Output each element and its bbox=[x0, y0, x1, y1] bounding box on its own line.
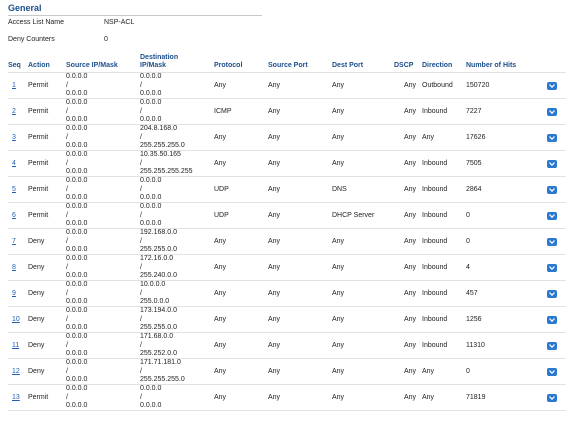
row-menu-button[interactable] bbox=[547, 160, 557, 168]
source-ip-mask-cell bbox=[66, 73, 140, 99]
table-header-row bbox=[8, 54, 566, 73]
destination-mask: 255.255.255.255 bbox=[140, 168, 193, 175]
source-ip-mask-cell bbox=[66, 229, 140, 255]
source-ip: 0.0.0.0 bbox=[66, 385, 88, 392]
destination-separator: / bbox=[140, 211, 142, 219]
general-title: General bbox=[8, 3, 42, 13]
dest-port-cell: Any bbox=[332, 125, 394, 151]
source-mask: 0.0.0.0 bbox=[66, 298, 88, 305]
direction-cell: Any bbox=[422, 359, 466, 385]
direction-cell: Inbound bbox=[422, 307, 466, 333]
row-menu-button[interactable] bbox=[547, 368, 557, 376]
col-header-dscp[interactable]: DSCP bbox=[394, 62, 414, 69]
destination-ip: 0.0.0.0 bbox=[140, 73, 162, 80]
source-separator: / bbox=[66, 237, 68, 245]
destination-mask: 0.0.0.0 bbox=[140, 90, 162, 97]
hits-cell: 4 bbox=[466, 255, 538, 281]
col-header-source-port[interactable]: Source Port bbox=[268, 62, 308, 69]
dscp-cell: Any bbox=[394, 333, 422, 359]
seq-cell bbox=[8, 307, 28, 333]
destination-separator: / bbox=[140, 315, 142, 323]
acl-table bbox=[8, 54, 566, 411]
protocol-cell: Any bbox=[214, 125, 268, 151]
source-mask: 0.0.0.0 bbox=[66, 168, 88, 175]
table-row bbox=[8, 203, 566, 229]
dest-port-cell: Any bbox=[332, 307, 394, 333]
seq-link[interactable]: 3 bbox=[12, 134, 16, 141]
source-mask: 0.0.0.0 bbox=[66, 246, 88, 253]
destination-ip-mask-cell bbox=[140, 307, 214, 333]
source-separator: / bbox=[66, 133, 68, 141]
destination-separator: / bbox=[140, 107, 142, 115]
source-port-cell: Any bbox=[268, 281, 332, 307]
direction-cell: Inbound bbox=[422, 177, 466, 203]
table-row bbox=[8, 73, 566, 99]
row-menu-cell bbox=[538, 73, 566, 99]
table-row bbox=[8, 151, 566, 177]
source-ip-mask-cell bbox=[66, 203, 140, 229]
hits-cell: 11310 bbox=[466, 333, 538, 359]
seq-link[interactable]: 11 bbox=[12, 342, 20, 349]
destination-ip-mask-cell bbox=[140, 73, 214, 99]
destination-mask: 0.0.0.0 bbox=[140, 220, 162, 227]
destination-separator: / bbox=[140, 341, 142, 349]
destination-ip-mask-cell bbox=[140, 177, 214, 203]
table-row bbox=[8, 125, 566, 151]
table-row bbox=[8, 333, 566, 359]
chevron-down-icon bbox=[549, 84, 555, 88]
destination-ip: 171.68.0.0 bbox=[140, 333, 174, 340]
destination-ip-mask-cell bbox=[140, 281, 214, 307]
destination-ip-mask-cell bbox=[140, 99, 214, 125]
destination-ip-mask-cell bbox=[140, 151, 214, 177]
destination-ip: 10.0.0.0 bbox=[140, 281, 166, 288]
action-cell: Permit bbox=[28, 99, 66, 125]
chevron-down-icon bbox=[549, 240, 555, 244]
col-header-destination-ip-mask[interactable] bbox=[140, 54, 214, 73]
source-ip-mask-cell bbox=[66, 255, 140, 281]
source-mask: 0.0.0.0 bbox=[66, 376, 88, 383]
col-header-action[interactable]: Action bbox=[28, 62, 50, 69]
source-separator: / bbox=[66, 159, 68, 167]
source-separator: / bbox=[66, 185, 68, 193]
chevron-down-icon bbox=[549, 162, 555, 166]
row-menu-cell bbox=[538, 255, 566, 281]
direction-cell: Outbound bbox=[422, 73, 466, 99]
action-cell: Permit bbox=[28, 73, 66, 99]
protocol-cell: Any bbox=[214, 281, 268, 307]
row-menu-button[interactable] bbox=[547, 186, 557, 194]
destination-separator: / bbox=[140, 263, 142, 271]
protocol-cell: ICMP bbox=[214, 99, 268, 125]
seq-cell bbox=[8, 359, 28, 385]
seq-cell bbox=[8, 203, 28, 229]
col-header-direction[interactable]: Direction bbox=[422, 62, 453, 69]
seq-cell bbox=[8, 229, 28, 255]
seq-cell bbox=[8, 385, 28, 411]
dscp-cell: Any bbox=[394, 177, 422, 203]
chevron-down-icon bbox=[549, 214, 555, 218]
seq-link[interactable]: 8 bbox=[12, 264, 16, 271]
col-header-destination-line1: Destination bbox=[140, 54, 179, 61]
dscp-cell: Any bbox=[394, 229, 422, 255]
source-ip: 0.0.0.0 bbox=[66, 203, 88, 210]
source-port-cell: Any bbox=[268, 177, 332, 203]
dest-port-cell: Any bbox=[332, 281, 394, 307]
row-menu-button[interactable] bbox=[547, 290, 557, 298]
destination-mask: 255.0.0.0 bbox=[140, 298, 170, 305]
row-menu-button[interactable] bbox=[547, 264, 557, 272]
seq-link[interactable]: 1 bbox=[12, 82, 16, 89]
action-cell: Deny bbox=[28, 255, 66, 281]
dscp-cell: Any bbox=[394, 255, 422, 281]
hits-cell: 150720 bbox=[466, 73, 538, 99]
dscp-cell: Any bbox=[394, 203, 422, 229]
dscp-cell: Any bbox=[394, 307, 422, 333]
table-row bbox=[8, 229, 566, 255]
col-header-number-of-hits[interactable]: Number of Hits bbox=[466, 62, 517, 69]
dscp-cell: Any bbox=[394, 151, 422, 177]
seq-link[interactable]: 5 bbox=[12, 186, 16, 193]
source-mask: 0.0.0.0 bbox=[66, 90, 88, 97]
destination-ip: 172.16.0.0 bbox=[140, 255, 174, 262]
destination-mask: 255.252.0.0 bbox=[140, 350, 177, 357]
source-mask: 0.0.0.0 bbox=[66, 402, 88, 409]
protocol-cell: Any bbox=[214, 307, 268, 333]
row-menu-button[interactable] bbox=[547, 238, 557, 246]
protocol-cell: Any bbox=[214, 73, 268, 99]
destination-ip-mask-cell bbox=[140, 203, 214, 229]
source-port-cell: Any bbox=[268, 125, 332, 151]
hits-cell: 0 bbox=[466, 229, 538, 255]
action-cell: Permit bbox=[28, 385, 66, 411]
hits-cell: 1256 bbox=[466, 307, 538, 333]
destination-separator: / bbox=[140, 133, 142, 141]
seq-cell bbox=[8, 281, 28, 307]
row-menu-cell bbox=[538, 177, 566, 203]
dest-port-cell: Any bbox=[332, 385, 394, 411]
col-header-dest-port[interactable]: Dest Port bbox=[332, 62, 364, 69]
row-menu-cell bbox=[538, 203, 566, 229]
source-ip: 0.0.0.0 bbox=[66, 177, 88, 184]
seq-link[interactable]: 4 bbox=[12, 160, 16, 167]
source-ip-mask-cell bbox=[66, 359, 140, 385]
direction-cell: Inbound bbox=[422, 99, 466, 125]
destination-mask: 255.255.0.0 bbox=[140, 324, 177, 331]
col-header-destination-line2: IP/Mask bbox=[140, 62, 167, 69]
source-ip-mask-cell bbox=[66, 307, 140, 333]
source-port-cell: Any bbox=[268, 385, 332, 411]
destination-ip-mask-cell bbox=[140, 229, 214, 255]
dscp-cell: Any bbox=[394, 125, 422, 151]
destination-ip-mask-cell bbox=[140, 385, 214, 411]
col-header-menu bbox=[538, 54, 566, 73]
dscp-cell: Any bbox=[394, 281, 422, 307]
source-mask: 0.0.0.0 bbox=[66, 350, 88, 357]
destination-ip-mask-cell bbox=[140, 333, 214, 359]
source-port-cell: Any bbox=[268, 359, 332, 385]
table-row bbox=[8, 385, 566, 411]
source-ip: 0.0.0.0 bbox=[66, 281, 88, 288]
row-menu-button[interactable] bbox=[547, 394, 557, 402]
destination-separator: / bbox=[140, 367, 142, 375]
source-ip: 0.0.0.0 bbox=[66, 359, 88, 366]
source-ip-mask-cell bbox=[66, 99, 140, 125]
source-mask: 0.0.0.0 bbox=[66, 324, 88, 331]
action-cell: Permit bbox=[28, 177, 66, 203]
source-port-cell: Any bbox=[268, 203, 332, 229]
protocol-cell: Any bbox=[214, 333, 268, 359]
table-row bbox=[8, 255, 566, 281]
source-ip-mask-cell bbox=[66, 333, 140, 359]
source-port-cell: Any bbox=[268, 307, 332, 333]
hits-cell: 71819 bbox=[466, 385, 538, 411]
protocol-cell: Any bbox=[214, 229, 268, 255]
chevron-down-icon bbox=[549, 136, 555, 140]
deny-counters-value: 0 bbox=[104, 36, 108, 43]
protocol-cell: UDP bbox=[214, 203, 268, 229]
protocol-cell: Any bbox=[214, 359, 268, 385]
row-menu-cell bbox=[538, 229, 566, 255]
destination-ip: 0.0.0.0 bbox=[140, 177, 162, 184]
destination-separator: / bbox=[140, 81, 142, 89]
destination-ip: 0.0.0.0 bbox=[140, 385, 162, 392]
direction-cell: Inbound bbox=[422, 151, 466, 177]
action-cell: Permit bbox=[28, 203, 66, 229]
action-cell: Deny bbox=[28, 281, 66, 307]
row-menu-cell bbox=[538, 333, 566, 359]
source-separator: / bbox=[66, 107, 68, 115]
seq-cell bbox=[8, 255, 28, 281]
seq-cell bbox=[8, 125, 28, 151]
protocol-cell: UDP bbox=[214, 177, 268, 203]
dest-port-cell: Any bbox=[332, 99, 394, 125]
deny-counters-label: Deny Counters bbox=[8, 36, 55, 43]
row-menu-button[interactable] bbox=[547, 212, 557, 220]
hits-cell: 0 bbox=[466, 203, 538, 229]
destination-mask: 255.255.255.0 bbox=[140, 376, 185, 383]
destination-separator: / bbox=[140, 289, 142, 297]
acl-table-body bbox=[8, 73, 566, 411]
seq-link[interactable]: 10 bbox=[12, 316, 20, 323]
seq-link[interactable]: 13 bbox=[12, 394, 20, 401]
destination-ip: 173.194.0.0 bbox=[140, 307, 177, 314]
hits-cell: 2864 bbox=[466, 177, 538, 203]
table-row bbox=[8, 99, 566, 125]
destination-mask: 0.0.0.0 bbox=[140, 116, 162, 123]
source-separator: / bbox=[66, 367, 68, 375]
source-ip: 0.0.0.0 bbox=[66, 229, 88, 236]
source-ip-mask-cell bbox=[66, 151, 140, 177]
chevron-down-icon bbox=[549, 292, 555, 296]
protocol-cell: Any bbox=[214, 151, 268, 177]
row-menu-cell bbox=[538, 385, 566, 411]
seq-link[interactable]: 7 bbox=[12, 238, 16, 245]
source-separator: / bbox=[66, 393, 68, 401]
col-header-seq[interactable]: Seq bbox=[8, 62, 21, 69]
source-separator: / bbox=[66, 315, 68, 323]
source-port-cell: Any bbox=[268, 255, 332, 281]
access-list-name-label: Access List Name bbox=[8, 19, 65, 26]
destination-ip-mask-cell bbox=[140, 359, 214, 385]
chevron-down-icon bbox=[549, 344, 555, 348]
source-port-cell: Any bbox=[268, 333, 332, 359]
direction-cell: Inbound bbox=[422, 281, 466, 307]
row-menu-button[interactable] bbox=[547, 134, 557, 142]
action-cell: Permit bbox=[28, 151, 66, 177]
table-row bbox=[8, 281, 566, 307]
source-ip: 0.0.0.0 bbox=[66, 73, 88, 80]
source-separator: / bbox=[66, 263, 68, 271]
dscp-cell: Any bbox=[394, 359, 422, 385]
source-mask: 0.0.0.0 bbox=[66, 272, 88, 279]
seq-cell bbox=[8, 73, 28, 99]
chevron-down-icon bbox=[549, 396, 555, 400]
direction-cell: Inbound bbox=[422, 203, 466, 229]
destination-ip: 0.0.0.0 bbox=[140, 99, 162, 106]
row-menu-cell bbox=[538, 307, 566, 333]
access-list-name-value: NSP-ACL bbox=[104, 19, 135, 26]
destination-separator: / bbox=[140, 159, 142, 167]
dest-port-cell: Any bbox=[332, 151, 394, 177]
col-header-protocol[interactable]: Protocol bbox=[214, 62, 243, 69]
destination-mask: 255.240.0.0 bbox=[140, 272, 177, 279]
dest-port-cell: DNS bbox=[332, 177, 394, 203]
dest-port-cell: Any bbox=[332, 359, 394, 385]
destination-mask: 0.0.0.0 bbox=[140, 402, 162, 409]
dest-port-cell: DHCP Server bbox=[332, 203, 394, 229]
direction-cell: Inbound bbox=[422, 229, 466, 255]
source-ip: 0.0.0.0 bbox=[66, 99, 88, 106]
source-ip: 0.0.0.0 bbox=[66, 151, 88, 158]
destination-ip: 171.71.181.0 bbox=[140, 359, 181, 366]
direction-cell: Any bbox=[422, 125, 466, 151]
destination-ip: 192.168.0.0 bbox=[140, 229, 177, 236]
action-cell: Deny bbox=[28, 229, 66, 255]
seq-link[interactable]: 2 bbox=[12, 108, 16, 115]
source-mask: 0.0.0.0 bbox=[66, 116, 88, 123]
action-cell: Permit bbox=[28, 125, 66, 151]
destination-mask: 255.255.255.0 bbox=[140, 142, 185, 149]
row-menu-button[interactable] bbox=[547, 342, 557, 350]
source-port-cell: Any bbox=[268, 229, 332, 255]
hits-cell: 17626 bbox=[466, 125, 538, 151]
seq-link[interactable]: 9 bbox=[12, 290, 16, 297]
source-mask: 0.0.0.0 bbox=[66, 220, 88, 227]
source-ip: 0.0.0.0 bbox=[66, 125, 88, 132]
destination-ip: 0.0.0.0 bbox=[140, 203, 162, 210]
row-menu-cell bbox=[538, 151, 566, 177]
source-ip-mask-cell bbox=[66, 281, 140, 307]
source-mask: 0.0.0.0 bbox=[66, 194, 88, 201]
seq-cell bbox=[8, 177, 28, 203]
table-row bbox=[8, 177, 566, 203]
source-ip: 0.0.0.0 bbox=[66, 255, 88, 262]
dest-port-cell: Any bbox=[332, 73, 394, 99]
hits-cell: 7505 bbox=[466, 151, 538, 177]
dest-port-cell: Any bbox=[332, 255, 394, 281]
dest-port-cell: Any bbox=[332, 333, 394, 359]
destination-separator: / bbox=[140, 185, 142, 193]
source-separator: / bbox=[66, 289, 68, 297]
destination-ip-mask-cell bbox=[140, 125, 214, 151]
source-ip-mask-cell bbox=[66, 177, 140, 203]
source-port-cell: Any bbox=[268, 99, 332, 125]
source-ip: 0.0.0.0 bbox=[66, 333, 88, 340]
source-separator: / bbox=[66, 81, 68, 89]
destination-separator: / bbox=[140, 393, 142, 401]
seq-link[interactable]: 6 bbox=[12, 212, 16, 219]
destination-mask: 0.0.0.0 bbox=[140, 194, 162, 201]
chevron-down-icon bbox=[549, 188, 555, 192]
destination-ip: 10.35.50.165 bbox=[140, 151, 181, 158]
direction-cell: Any bbox=[422, 385, 466, 411]
destination-ip: 204.8.168.0 bbox=[140, 125, 177, 132]
source-port-cell: Any bbox=[268, 151, 332, 177]
protocol-cell: Any bbox=[214, 385, 268, 411]
action-cell: Deny bbox=[28, 307, 66, 333]
source-mask: 0.0.0.0 bbox=[66, 142, 88, 149]
seq-cell bbox=[8, 151, 28, 177]
dscp-cell: Any bbox=[394, 73, 422, 99]
source-port-cell: Any bbox=[268, 73, 332, 99]
row-menu-cell bbox=[538, 359, 566, 385]
chevron-down-icon bbox=[549, 318, 555, 322]
dscp-cell: Any bbox=[394, 99, 422, 125]
dscp-cell: Any bbox=[394, 385, 422, 411]
general-divider bbox=[8, 15, 262, 16]
table-row bbox=[8, 307, 566, 333]
direction-cell: Inbound bbox=[422, 333, 466, 359]
direction-cell: Inbound bbox=[422, 255, 466, 281]
action-cell: Deny bbox=[28, 333, 66, 359]
protocol-cell: Any bbox=[214, 255, 268, 281]
seq-link[interactable]: 12 bbox=[12, 368, 20, 375]
hits-cell: 457 bbox=[466, 281, 538, 307]
row-menu-button[interactable] bbox=[547, 316, 557, 324]
chevron-down-icon bbox=[549, 266, 555, 270]
table-row bbox=[8, 359, 566, 385]
hits-cell: 7227 bbox=[466, 99, 538, 125]
hits-cell: 0 bbox=[466, 359, 538, 385]
source-ip-mask-cell bbox=[66, 385, 140, 411]
row-menu-cell bbox=[538, 281, 566, 307]
source-separator: / bbox=[66, 341, 68, 349]
seq-cell bbox=[8, 333, 28, 359]
source-separator: / bbox=[66, 211, 68, 219]
row-menu-button[interactable] bbox=[547, 108, 557, 116]
row-menu-button[interactable] bbox=[547, 82, 557, 90]
seq-cell bbox=[8, 99, 28, 125]
dest-port-cell: Any bbox=[332, 229, 394, 255]
action-cell: Deny bbox=[28, 359, 66, 385]
destination-separator: / bbox=[140, 237, 142, 245]
chevron-down-icon bbox=[549, 110, 555, 114]
chevron-down-icon bbox=[549, 370, 555, 374]
row-menu-cell bbox=[538, 99, 566, 125]
source-ip: 0.0.0.0 bbox=[66, 307, 88, 314]
destination-ip-mask-cell bbox=[140, 255, 214, 281]
col-header-source-ip-mask[interactable]: Source IP/Mask bbox=[66, 62, 118, 69]
row-menu-cell bbox=[538, 125, 566, 151]
source-ip-mask-cell bbox=[66, 125, 140, 151]
destination-mask: 255.255.0.0 bbox=[140, 246, 177, 253]
